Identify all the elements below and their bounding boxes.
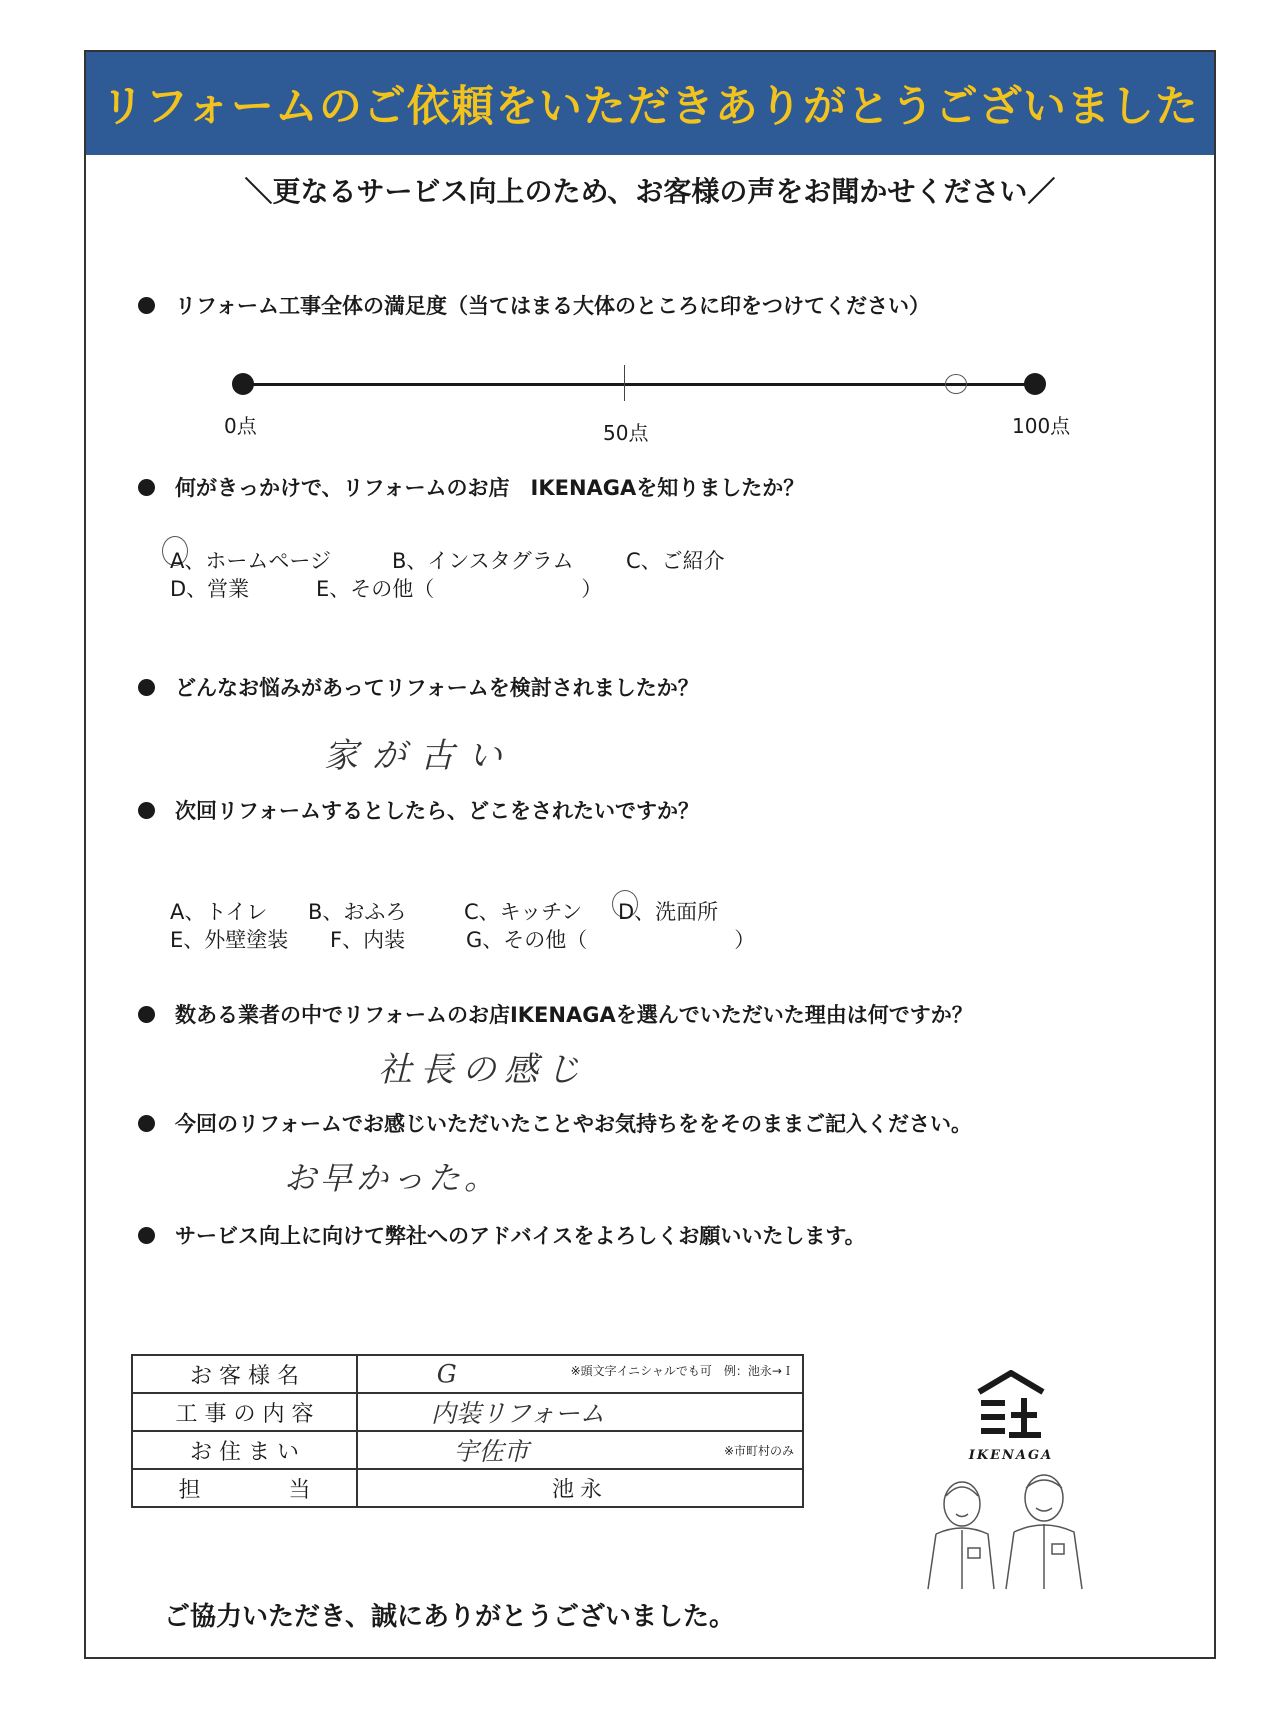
question-2 bbox=[138, 472, 804, 502]
satisfaction-mark[interactable] bbox=[945, 374, 967, 394]
bullet-icon bbox=[138, 1227, 155, 1244]
table-row bbox=[132, 1431, 803, 1469]
q4-option-e[interactable]: E、外壁塗装 bbox=[170, 928, 289, 952]
q4-option-d[interactable]: D、洗面所 bbox=[618, 900, 719, 924]
question-5-text: 数ある業者の中でリフォームのお店IKENAGAを選んでいただいた理由は何ですか？ bbox=[175, 1003, 973, 1027]
table-row bbox=[132, 1393, 803, 1431]
work-content-value: 内装リフォーム bbox=[430, 1399, 605, 1428]
question-4-text: 次回リフォームするとしたら、どこをされたいですか？ bbox=[175, 799, 699, 823]
table-row bbox=[132, 1469, 803, 1507]
question-2-text: 何がきっかけで、リフォームのお店 IKENAGAを知りましたか？ bbox=[175, 476, 805, 500]
q4-option-c[interactable]: C、キッチン bbox=[464, 900, 583, 924]
survey-sheet bbox=[84, 50, 1216, 1659]
q5-handwritten-answer: 社長の感じ bbox=[378, 1050, 588, 1090]
work-content-label: 工 事 の 内 容 bbox=[132, 1393, 357, 1431]
staff-illustration-icon bbox=[906, 1474, 1106, 1594]
question-1-text: リフォーム工事全体の満足度（当てはまる大体のところに印をつけてください） bbox=[175, 294, 930, 318]
satisfaction-scale bbox=[241, 383, 1035, 386]
work-content-field[interactable] bbox=[357, 1393, 803, 1431]
question-7-text: サービス向上に向けて弊社へのアドバイスをよろしくお願いいたします。 bbox=[175, 1224, 866, 1248]
q2-option-b[interactable]: B、インスタグラム bbox=[392, 549, 574, 573]
scale-mid-label: 50点 bbox=[603, 421, 649, 445]
staff-label: 担 当 bbox=[132, 1469, 357, 1507]
question-3 bbox=[138, 672, 699, 702]
customer-name-value: G bbox=[436, 1359, 457, 1389]
question-3-text: どんなお悩みがあってリフォームを検討されましたか？ bbox=[175, 676, 699, 700]
q2-option-e[interactable]: E、その他（ ） bbox=[316, 577, 603, 601]
title-banner bbox=[86, 52, 1214, 155]
closing-message: ご協力いただき、誠にありがとうございました。 bbox=[164, 1602, 735, 1632]
bullet-icon bbox=[138, 679, 155, 696]
question-4 bbox=[138, 795, 699, 825]
q4-option-f[interactable]: F、内装 bbox=[330, 928, 406, 952]
scale-min-label: 0点 bbox=[224, 414, 257, 438]
q2-option-c[interactable]: C、ご紹介 bbox=[626, 549, 725, 573]
logo-text: IKENAGA bbox=[968, 1448, 1054, 1463]
staff-field bbox=[357, 1469, 803, 1507]
residence-note: ※市町村のみ bbox=[723, 1444, 794, 1458]
customer-name-field[interactable] bbox=[357, 1355, 803, 1393]
q4-option-b[interactable]: B、おふろ bbox=[308, 900, 407, 924]
bullet-icon bbox=[138, 1115, 155, 1132]
table-row bbox=[132, 1355, 803, 1393]
scale-mid-tick bbox=[624, 365, 625, 401]
staff-value: 池永 bbox=[551, 1477, 609, 1503]
q4-option-g[interactable]: G、その他（ ） bbox=[466, 928, 756, 952]
bullet-icon bbox=[138, 297, 155, 314]
page-title: リフォームのご依頼をいただきありがとうございました bbox=[101, 82, 1199, 132]
bullet-icon bbox=[138, 1006, 155, 1023]
q6-handwritten-answer: お早かった。 bbox=[284, 1159, 501, 1197]
scale-max-dot bbox=[1024, 373, 1046, 395]
q2-option-d[interactable]: D、営業 bbox=[170, 577, 250, 601]
bullet-icon bbox=[138, 479, 155, 496]
page-subtitle: ＼更なるサービス向上のため、お客様の声をお聞かせください／ bbox=[244, 175, 1056, 208]
customer-info-table bbox=[131, 1354, 804, 1508]
question-6 bbox=[138, 1108, 972, 1138]
residence-field[interactable] bbox=[357, 1431, 803, 1469]
scale-max-label: 100点 bbox=[1012, 414, 1071, 438]
customer-name-note: ※頭文字イニシャルでも可 例：池永→Ｉ bbox=[570, 1364, 794, 1378]
q3-handwritten-answer: 家が古い bbox=[324, 736, 516, 776]
scale-min-dot bbox=[232, 373, 254, 395]
residence-value: 宇佐市 bbox=[453, 1437, 529, 1466]
question-7 bbox=[138, 1220, 866, 1250]
question-6-text: 今回のリフォームでお感じいただいたことやお気持ちををそのままご記入ください。 bbox=[175, 1112, 972, 1136]
q2-option-a[interactable]: A、ホームページ bbox=[170, 549, 331, 573]
ikenaga-logo bbox=[966, 1370, 1056, 1463]
question-5 bbox=[138, 999, 973, 1029]
question-1 bbox=[138, 290, 930, 320]
bullet-icon bbox=[138, 802, 155, 819]
q4-option-a[interactable]: A、トイレ bbox=[170, 900, 268, 924]
residence-label: お 住 ま い bbox=[132, 1431, 357, 1469]
customer-name-label: お 客 様 名 bbox=[132, 1355, 357, 1393]
house-logo-icon bbox=[971, 1370, 1051, 1444]
